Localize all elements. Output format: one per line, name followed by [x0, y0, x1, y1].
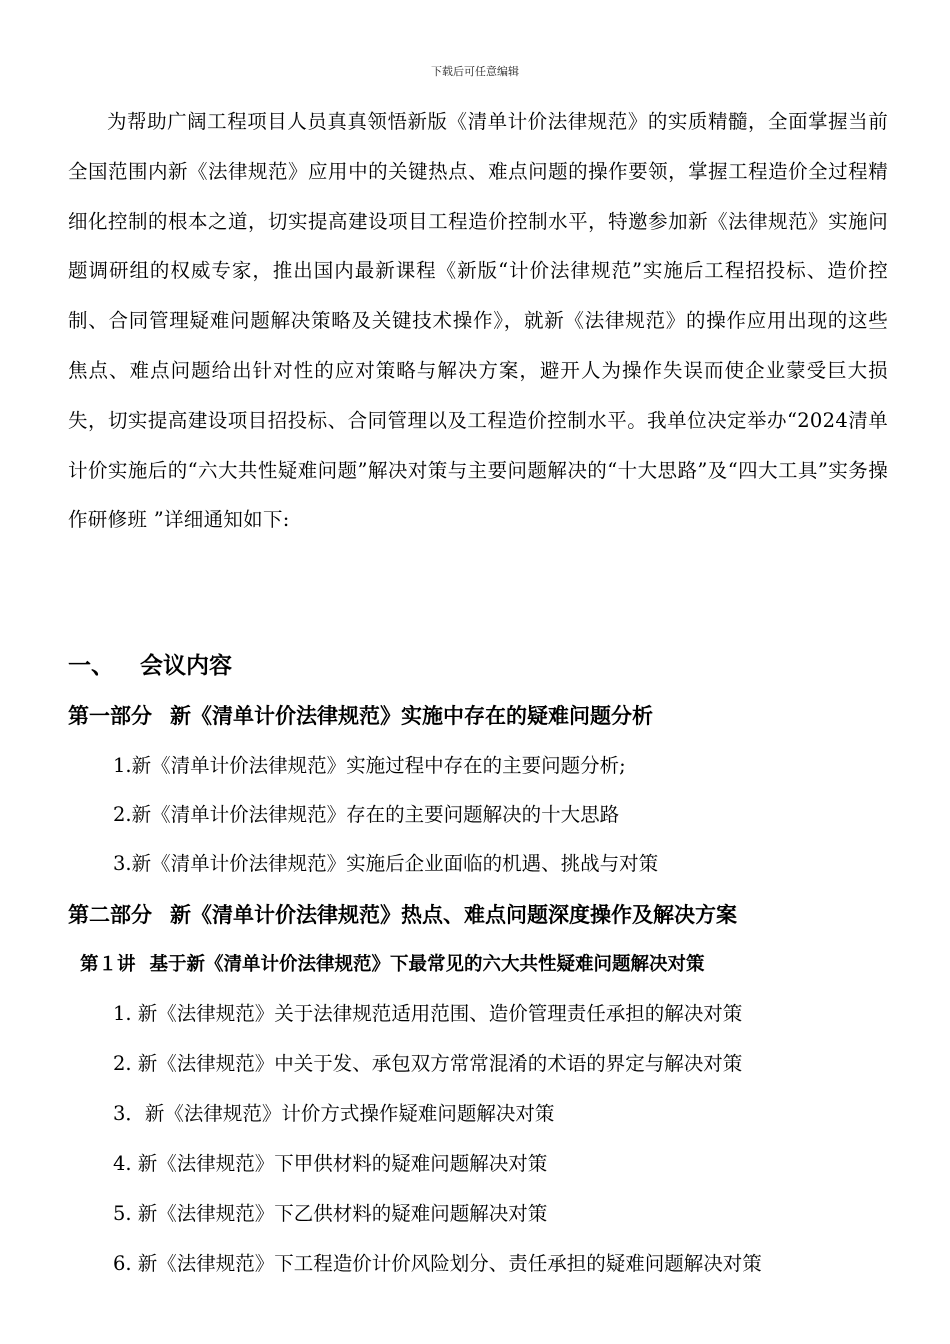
intro-section	[68, 97, 888, 545]
lecture-label: 第１讲	[80, 954, 136, 975]
list-item: 5. 新《法律规范》下乙供材料的疑难问题解决对策	[113, 1202, 548, 1225]
lecture-title: 基于新《清单计价法律规范》下最常见的六大共性疑难问题解决对策	[149, 954, 705, 975]
part-title: 新《清单计价法律规范》热点、难点问题深度操作及解决方案	[170, 902, 737, 927]
part-heading	[68, 698, 653, 734]
list-item: 2. 新《法律规范》中关于发、承包双方常常混淆的术语的界定与解决对策	[113, 1052, 743, 1075]
list-item: 3．新《法律规范》计价方式操作疑难问题解决对策	[113, 1102, 555, 1125]
intro-paragraph: 为帮助广阔工程项目人员真真领悟新版《清单计价法律规范》的实质精髓，全面掌握当前全国范围内新《法律规范》应用中的关键热点、难点问题的操作要领，掌握工程造价全过程精细化控制的根本之道，切实提高建设项目工程造价控制水平，特邀参加新《法律规范》实施问题调研组的权威专家，推出国内最新课程《新版“计价法律规范”实施后工程招投标、造价控制、合同管理疑难问题解决策略及关键技术操作》，就新《法律规范》的操作应用出现的这些焦点、难点问题给出针对性的应对策略与解决方案，避开人为操作失误而使企业蒙受巨大损失，切实提高建设项目招投标、合同管理以及工程造价控制水平。我单位决定举办“2024清单计价实施后的“六大共性疑难问题”解决对策与主要问题解决的“十大思路”及“四大工具”实务操作研修班 ”详细通知如下:	[68, 110, 888, 532]
list-item: 4. 新《法律规范》下甲供材料的疑难问题解决对策	[113, 1152, 548, 1175]
page-header: 下载后可任意编辑	[431, 65, 519, 78]
section-heading	[68, 646, 232, 686]
list-item: 1. 新《法律规范》关于法律规范适用范围、造价管理责任承担的解决对策	[113, 1002, 743, 1025]
list-item: 2.新《清单计价法律规范》存在的主要问题解决的十大思路	[113, 803, 620, 826]
section-title: 会议内容	[140, 652, 232, 679]
list-item: 6. 新《法律规范》下工程造价计价风险划分、责任承担的疑难问题解决对策	[113, 1252, 762, 1275]
list-item: 3.新《清单计价法律规范》实施后企业面临的机遇、挑战与对策	[113, 852, 659, 875]
part-title: 新《清单计价法律规范》实施中存在的疑难问题分析	[170, 703, 653, 728]
list-item: 1.新《清单计价法律规范》实施过程中存在的主要问题分析;	[113, 754, 626, 777]
part-label: 第二部分	[68, 902, 152, 927]
part-label: 第一部分	[68, 703, 152, 728]
part-heading	[68, 897, 737, 933]
lecture-heading	[80, 949, 705, 981]
section-number: 一、	[68, 652, 114, 679]
